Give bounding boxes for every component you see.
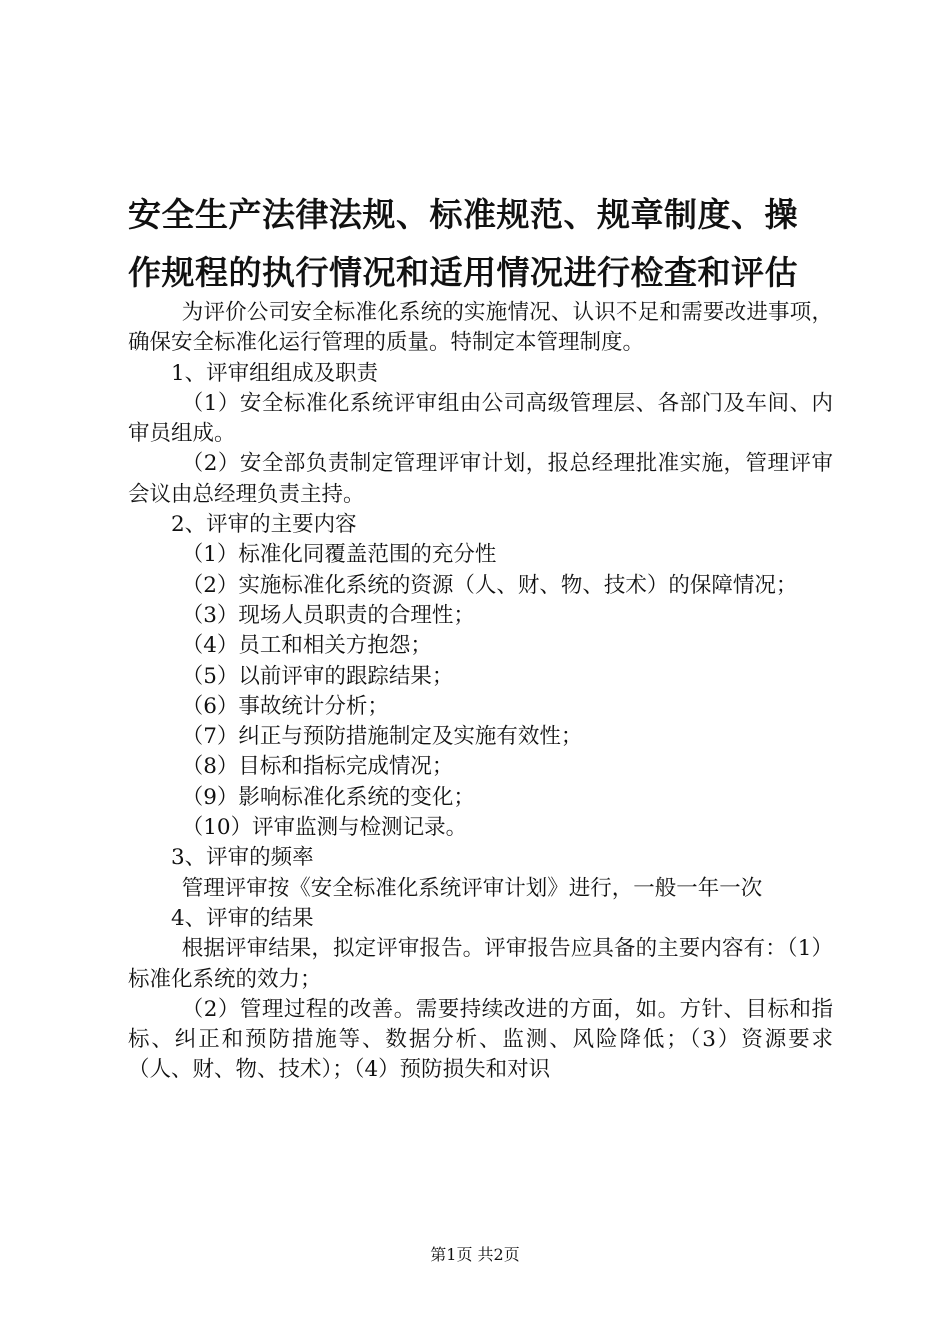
intro-paragraph: 为评价公司安全标准化系统的实施情况、认识不足和需要改进事项，确保安全标准化运行管理的质量。特制定本管理制度。: [128, 300, 833, 356]
list-item-2-9: （9）影响标准化系统的变化；: [181, 784, 475, 810]
list-item-2-6: （6）事故统计分析；: [181, 693, 389, 719]
list-item-2-4: （4）员工和相关方抱怨；: [181, 633, 432, 659]
list-item-2-5: （5）以前评审的跟踪结果；: [181, 663, 454, 689]
section-heading-3: 3、评审的频率: [171, 845, 314, 871]
list-item-2-7: （7）纠正与预防措施制定及实施有效性；: [181, 724, 583, 750]
paragraph-1-2: （2）安全部负责制定管理评审计划，报总经理批准实施，管理评审会议由总经理负责主持。: [128, 451, 833, 507]
document-title: [128, 186, 833, 302]
page-footer: [0, 1242, 950, 1265]
list-item-2-3: （3）现场人员职责的合理性；: [181, 602, 475, 628]
paragraph-4-2: （2）管理过程的改善。需要持续改进的方面，如。方针、目标和指标、纠正和预防措施等、数据分析、监测、风险降低；（3）资源要求（人、财、物、技术）；（4）预防损失和对识: [128, 996, 833, 1083]
section-heading-4: 4、评审的结果: [171, 905, 314, 931]
list-item-2-8: （8）目标和指标完成情况；: [181, 754, 454, 780]
paragraph-3-1: 管理评审按《安全标准化系统评审计划》进行，一般一年一次: [181, 875, 763, 901]
section-heading-2: 2、评审的主要内容: [171, 512, 357, 538]
document-body: [128, 298, 833, 1086]
title-line-2: 作规程的执行情况和适用情况进行检查和评估: [128, 253, 798, 292]
paragraph-4-1: 根据评审结果，拟定评审报告。评审报告应具备的主要内容有：（1）标准化系统的效力；: [128, 936, 833, 992]
title-line-1: 安全生产法律法规、标准规范、规章制度、操: [128, 195, 798, 234]
section-heading-1: 1、评审组组成及职责: [171, 360, 379, 386]
list-item-2-1: （1）标准化同覆盖范围的充分性: [181, 542, 497, 568]
page-number: 第1页 共2页: [430, 1245, 520, 1264]
list-item-2-2: （2）实施标准化系统的资源（人、财、物、技术）的保障情况；: [181, 572, 798, 598]
paragraph-1-1: （1）安全标准化系统评审组由公司高级管理层、各部门及车间、内审员组成。: [128, 390, 833, 447]
list-item-2-10: （10）评审监测与检测记录。: [181, 815, 468, 841]
